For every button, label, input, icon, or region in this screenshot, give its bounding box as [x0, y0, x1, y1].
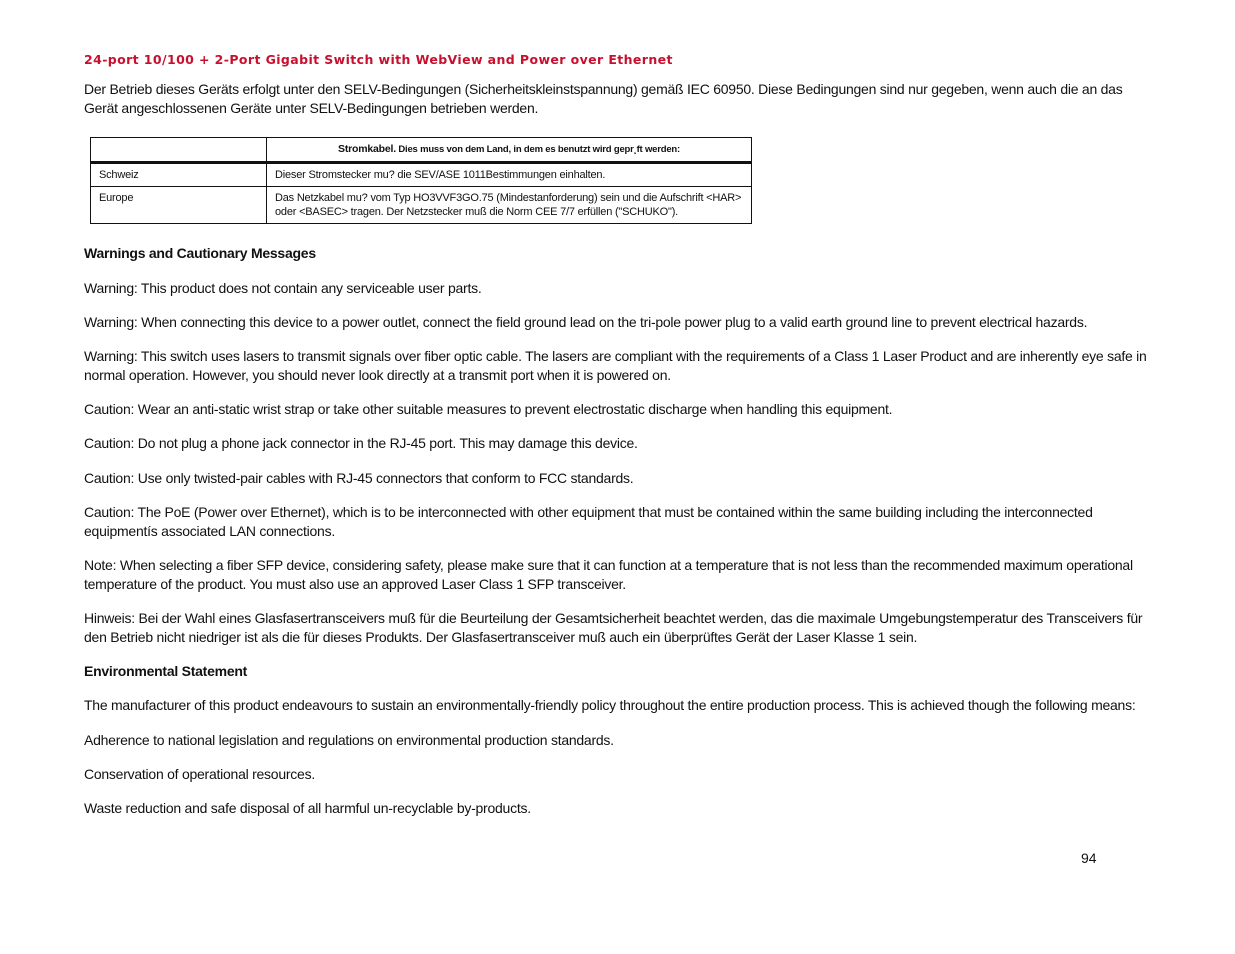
table-cell-country: Europe [91, 187, 267, 224]
table-cell-country: Schweiz [91, 163, 267, 187]
hinweis-item: Hinweis: Bei der Wahl eines Glasfasertransceivers muß für die Beurteilung der Gesamtsicherheit beachtet werden, das die maximale Umgebungstemperatur des Transceivers für den Betrieb nicht niedriger ist als die für dieses Produkts. Der Glasfasertransceiver muß auch ein überprüftes Gerät der Laser Klasse 1 sein. [84, 610, 1143, 645]
table-header-cell [267, 138, 752, 163]
intro-paragraph: Der Betrieb dieses Geräts erfolgt unter den SELV-Bedingungen (Sicherheitskleinstspannung) gemäß IEC 60950. Diese Bedingungen sind nur gegeben, wenn auch die an das Gerät angeschlossenen Geräte unter SELV-Bedingungen betrieben werden. [84, 81, 1123, 116]
power-cord-table [90, 137, 752, 224]
caution-item: Caution: Wear an anti-static wrist strap or take other suitable measures to prevent electrostatic discharge when handling this equipment. [84, 401, 893, 417]
table-header-row [91, 138, 752, 163]
table-header-empty [91, 138, 267, 163]
table-cell-text: Das Netzkabel mu? vom Typ HO3VVF3GO.75 (Mindestanforderung) sein und die Aufschrift <HAR> oder <BASEC> tragen. Der Netzstecker muß die Norm CEE 7/7 erfüllen ("SCHUKO"). [267, 187, 752, 224]
warning-item: Warning: When connecting this device to a power outlet, connect the field ground lead on the tri-pole power plug to a valid earth ground line to prevent electrical hazards. [84, 314, 1088, 330]
table-header-rest: Dies muss von dem Land, in dem es benutzt wird gepr¸ft werden: [395, 144, 680, 155]
caution-item: Caution: The PoE (Power over Ethernet), which is to be interconnected with other equipment that must be contained within the same building including the interconnected equipmentís associated LAN connections. [84, 504, 1093, 539]
environment-item: Adherence to national legislation and regulations on environmental production standards. [84, 732, 614, 748]
page-number: 94 [1081, 850, 1097, 866]
table-row [91, 187, 752, 224]
note-item: Note: When selecting a fiber SFP device, considering safety, please make sure that it can function at a temperature that is not less than the recommended maximum operational temperature of the product. You must also use an approved Laser Class 1 SFP transceiver. [84, 557, 1133, 592]
warning-item: Warning: This product does not contain any serviceable user parts. [84, 280, 482, 296]
environment-heading: Environmental Statement [84, 663, 248, 679]
caution-item: Caution: Do not plug a phone jack connector in the RJ-45 port. This may damage this device. [84, 435, 638, 451]
warnings-heading: Warnings and Cautionary Messages [84, 245, 316, 261]
environment-item: The manufacturer of this product endeavours to sustain an environmentally-friendly policy throughout the entire production process. This is achieved though the following means: [84, 697, 1136, 713]
document-title: 24-port 10/100 + 2-Port Gigabit Switch with WebView and Power over Ethernet [84, 52, 673, 67]
environment-item: Conservation of operational resources. [84, 766, 315, 782]
table-header-bold: Stromkabel. [338, 143, 396, 155]
warning-item: Warning: This switch uses lasers to transmit signals over fiber optic cable. The lasers are compliant with the requirements of a Class 1 Laser Product and are inherently eye safe in normal operation. However, you should never look directly at a transmit port when it is powered on. [84, 348, 1147, 383]
environment-item: Waste reduction and safe disposal of all harmful un-recyclable by-products. [84, 800, 531, 816]
table-cell-text: Dieser Stromstecker mu? die SEV/ASE 1011Bestimmungen einhalten. [267, 163, 752, 187]
caution-item: Caution: Use only twisted-pair cables with RJ-45 connectors that conform to FCC standards. [84, 470, 634, 486]
table-row [91, 163, 752, 187]
